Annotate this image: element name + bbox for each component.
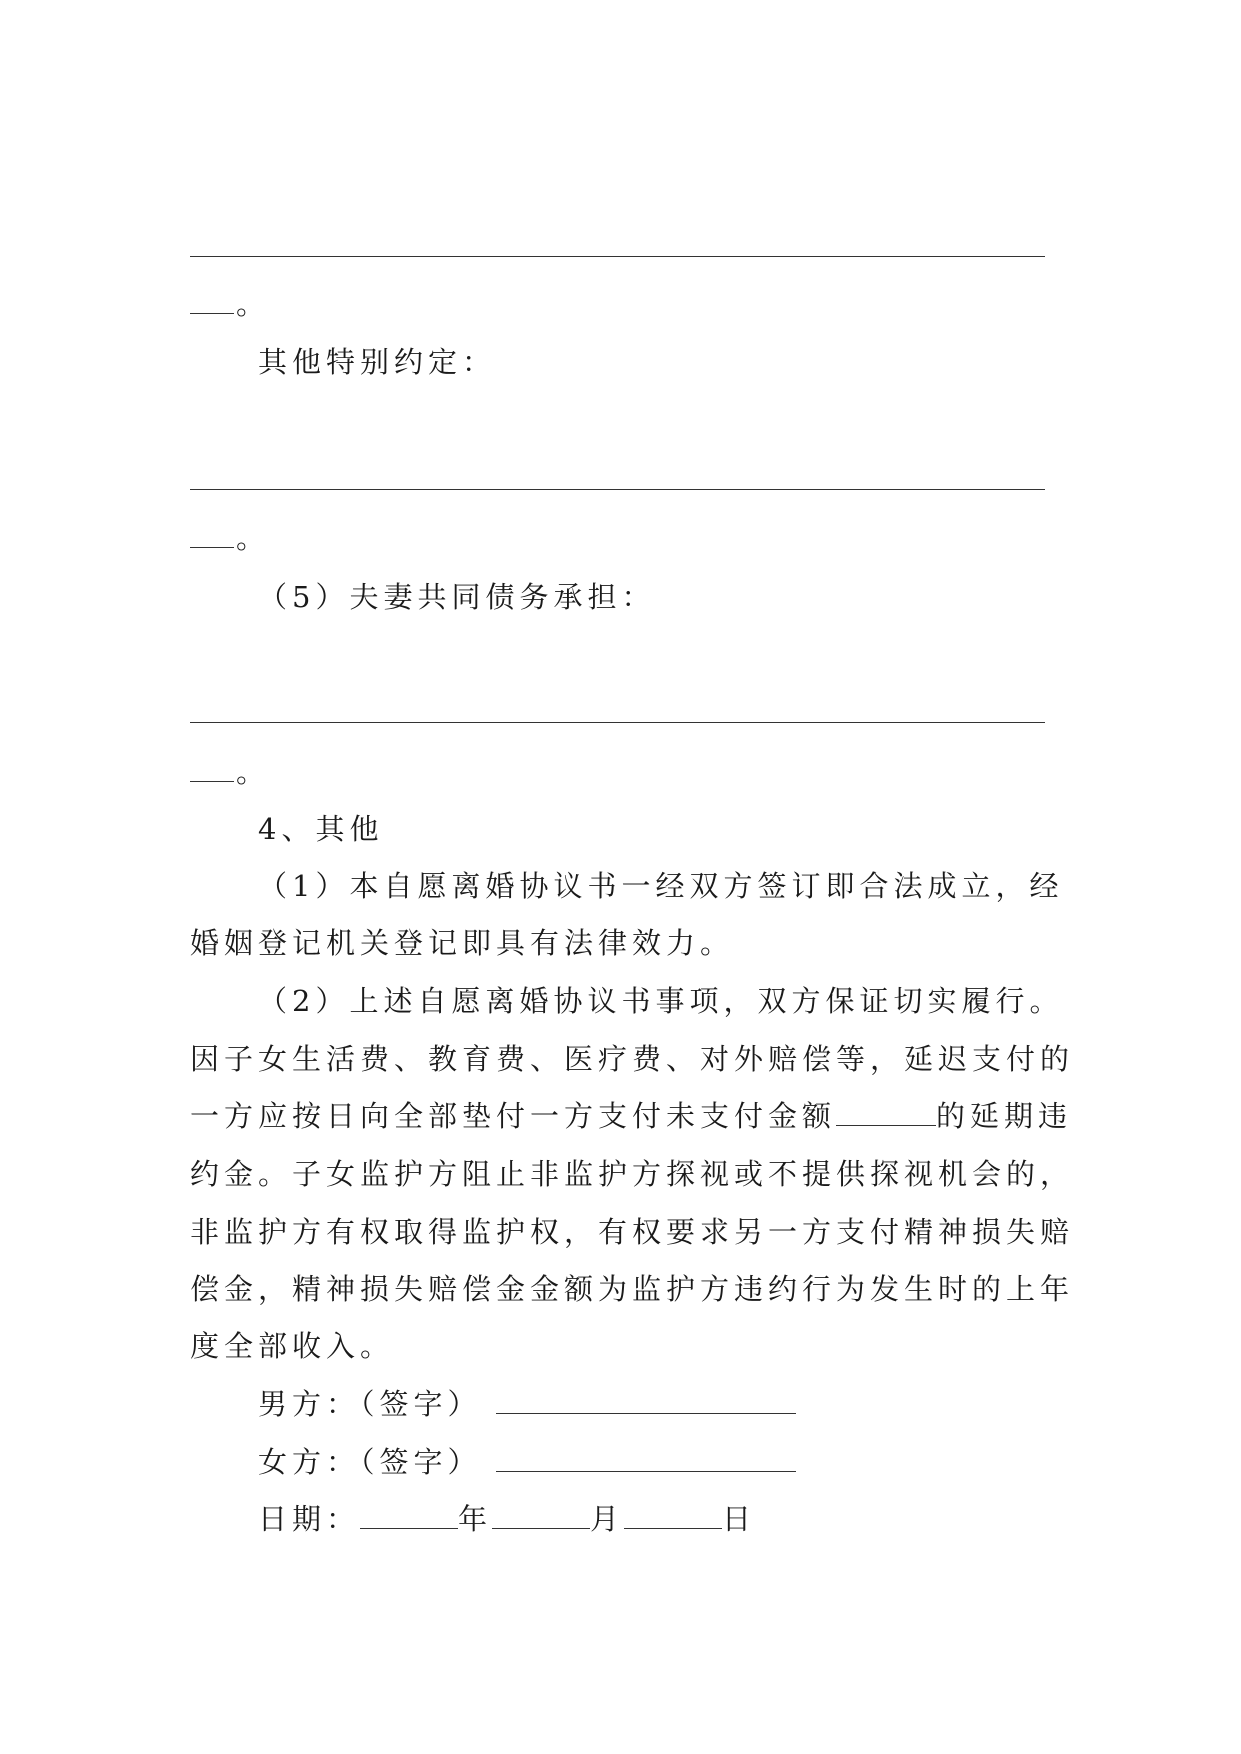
- paragraph-2-line: （2）上述自愿离婚协议书事项，双方保证切实履行。: [258, 984, 1064, 1018]
- day-label: 日: [722, 1502, 757, 1536]
- year-blank[interactable]: [360, 1502, 458, 1529]
- fill-line-end: [190, 518, 270, 558]
- period-mark: 。: [236, 521, 271, 555]
- fill-line: [190, 722, 1045, 723]
- fill-line-end: [190, 752, 270, 792]
- female-signature-row: [258, 1442, 796, 1482]
- fill-line-stub: [190, 523, 234, 548]
- paragraph-2-line: 因子女生活费、教育费、医疗费、对外赔偿等，延迟支付的: [190, 1042, 1075, 1076]
- day-blank[interactable]: [624, 1502, 722, 1529]
- male-signature-label: 男方：（签字）: [258, 1387, 482, 1421]
- section-5-title: （5）夫妻共同债务承担：: [258, 580, 656, 614]
- paragraph-2-line: [190, 1096, 1072, 1136]
- female-signature-blank[interactable]: [496, 1445, 796, 1472]
- fill-line: [190, 489, 1045, 490]
- paragraph-text: 一方应按日向全部垫付一方支付未支付金额: [190, 1099, 837, 1133]
- year-label: 年: [458, 1502, 493, 1536]
- male-signature-row: [258, 1384, 796, 1424]
- date-row: [258, 1499, 756, 1539]
- paragraph-2-line: 非监护方有权取得监护权，有权要求另一方支付精神损失赔: [190, 1215, 1075, 1249]
- period-mark: 。: [236, 755, 271, 789]
- male-signature-blank[interactable]: [496, 1387, 796, 1414]
- amount-blank[interactable]: [836, 1099, 936, 1126]
- fill-line-end: [190, 284, 270, 324]
- paragraph-1-line: （1）本自愿离婚协议书一经双方签订即合法成立，经: [258, 869, 1064, 903]
- month-label: 月: [590, 1502, 625, 1536]
- other-special-agreement-label: 其他特别约定：: [258, 345, 497, 379]
- paragraph-2-line: 度全部收入。: [190, 1329, 395, 1363]
- paragraph-2-line: 偿金，精神损失赔偿金金额为监护方违约行为发生时的上年: [190, 1272, 1075, 1306]
- section-4-title: 4、其他: [258, 812, 384, 846]
- period-mark: 。: [236, 287, 271, 321]
- paragraph-2-line: 约金。子女监护方阻止非监护方探视或不提供探视机会的，: [190, 1157, 1075, 1191]
- female-signature-label: 女方：（签字）: [258, 1445, 482, 1479]
- paragraph-1-line: 婚姻登记机关登记即具有法律效力。: [190, 926, 735, 960]
- fill-line-stub: [190, 289, 234, 314]
- fill-line: [190, 256, 1045, 257]
- fill-line-stub: [190, 757, 234, 782]
- paragraph-text: 的延期违: [936, 1099, 1073, 1133]
- month-blank[interactable]: [492, 1502, 590, 1529]
- date-label: 日期：: [258, 1502, 361, 1536]
